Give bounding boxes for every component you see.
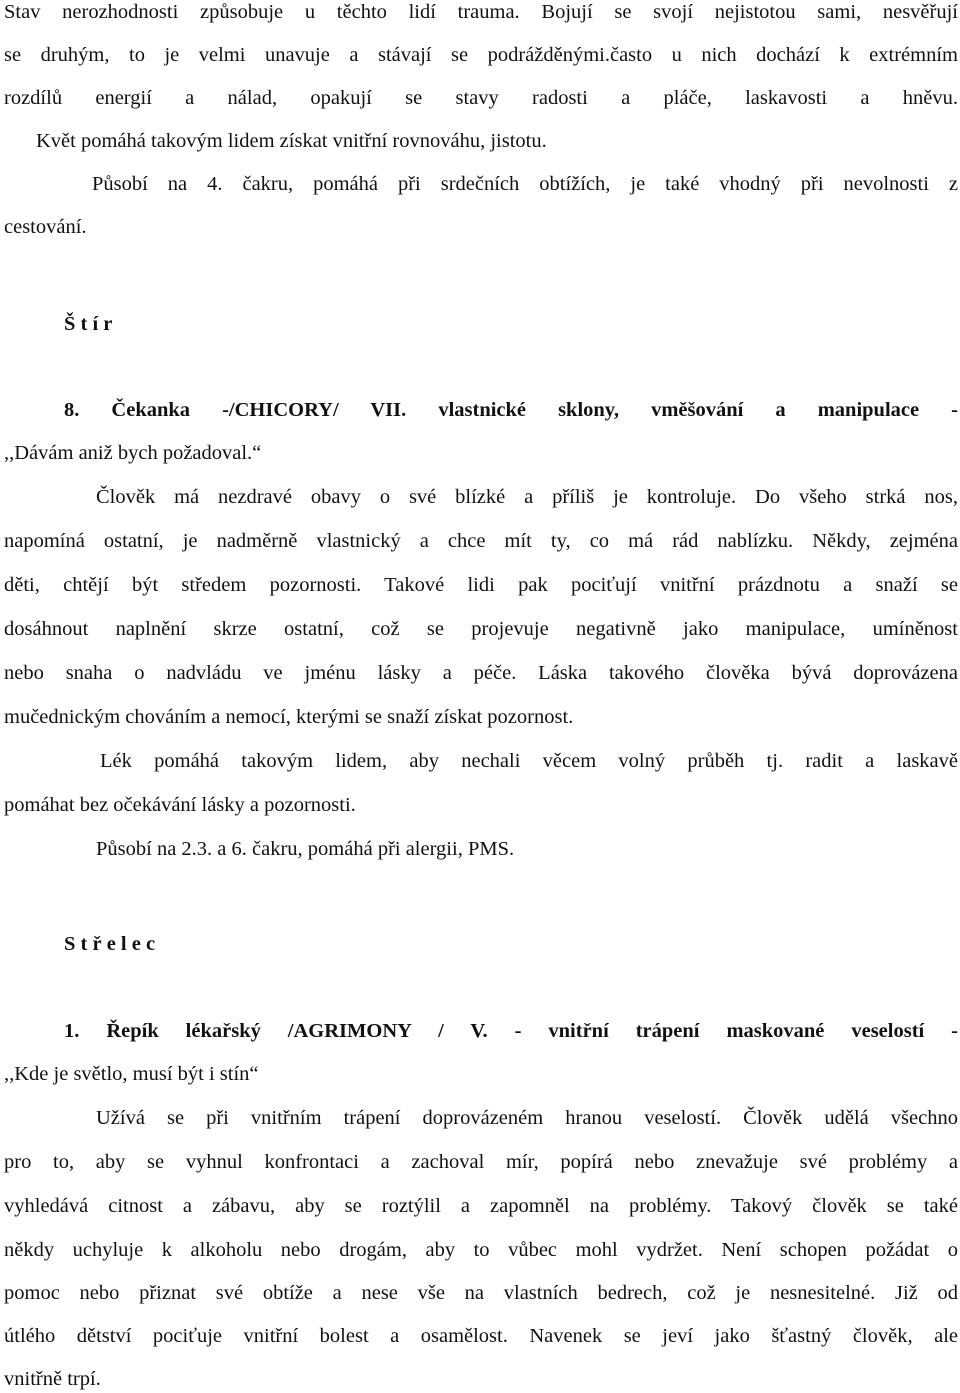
text-line: cestování. bbox=[4, 216, 87, 238]
text-line: rozdílů energií a nálad, opakují se stavy radosti a pláče, laskavosti a hněvu. bbox=[4, 87, 958, 109]
text-line: někdy uchyluje k alkoholu nebo drogám, aby to vůbec mohl vydržet. Není schopen požádat o bbox=[4, 1239, 958, 1261]
text-line: pro to, aby se vyhnul konfrontaci a zachoval mír, popírá nebo znevažuje své problémy a bbox=[4, 1151, 958, 1173]
remedy-heading-chicory: 8. Čekanka -/CHICORY/ VII. vlastnické sklony, vměšování a manipulace - bbox=[64, 399, 958, 421]
text-line: vnitřně trpí. bbox=[4, 1368, 101, 1390]
text-line: pomoc nebo přiznat své obtíže a nese vše na vlastních bedrech, což je nesnesitelné. Již od bbox=[4, 1282, 958, 1304]
text-line: Lék pomáhá takovým lidem, aby nechali věcem volný průběh tj. radit a laskavě bbox=[100, 750, 958, 772]
text-line: napomíná ostatní, je nadměrně vlastnický a chce mít ty, co má rád nablízku. Někdy, zejména bbox=[4, 530, 958, 552]
text-line: Člověk má nezdravé obavy o své blízké a příliš je kontroluje. Do všeho strká nos, bbox=[96, 486, 958, 508]
text-line: děti, chtějí být středem pozornosti. Takové lidi pak pociťují vnitřní prázdnotu a snaží se bbox=[4, 574, 958, 596]
remedy-motto: ,,Kde je světlo, musí být i stín“ bbox=[4, 1063, 259, 1085]
text-line: Působí na 2.3. a 6. čakru, pomáhá při alergii, PMS. bbox=[96, 838, 515, 860]
text-line: Působí na 4. čakru, pomáhá při srdečních obtížích, je také vhodný při nevolnosti z bbox=[92, 173, 958, 195]
text-line: Květ pomáhá takovým lidem získat vnitřní rovnováhu, jistotu. bbox=[36, 130, 547, 152]
zodiac-heading-sagittarius: S t ř e l e c bbox=[64, 933, 156, 955]
text-line: vyhledává citnost a zábavu, aby se roztýlil a zapomněl na problémy. Takový člověk se také bbox=[4, 1195, 958, 1217]
text-line: se druhým, to je velmi unavuje a stávají se podrážděnými.často u nich dochází k extrémním bbox=[4, 44, 958, 66]
text-line: mučednickým chováním a nemocí, kterými se snaží získat pozornost. bbox=[4, 706, 574, 728]
remedy-heading-agrimony: 1. Řepík lékařský /AGRIMONY / V. - vnitřní trápení maskované veselostí - bbox=[64, 1020, 958, 1042]
zodiac-heading-scorpio: Š t í r bbox=[64, 313, 113, 335]
text-line: Užívá se při vnitřním trápení doprovázeném hranou veselostí. Člověk udělá všechno bbox=[96, 1107, 958, 1129]
text-line: Stav nerozhodnosti způsobuje u těchto lidí trauma. Bojují se svojí nejistotou sami, nesvěřují bbox=[4, 1, 958, 23]
text-line: pomáhat bez očekávání lásky a pozornosti. bbox=[4, 794, 356, 816]
text-line: nebo snaha o nadvládu ve jménu lásky a péče. Láska takového člověka bývá doprovázena bbox=[4, 662, 958, 684]
remedy-motto: ,,Dávám aniž bych požadoval.“ bbox=[4, 442, 262, 464]
text-line: dosáhnout naplnění skrze ostatní, což se projevuje negativně jako manipulace, umíněnost bbox=[4, 618, 958, 640]
text-line: útlého dětství pociťuje vnitřní bolest a osamělost. Navenek se jeví jako šťastný člověk, ale bbox=[4, 1325, 958, 1347]
